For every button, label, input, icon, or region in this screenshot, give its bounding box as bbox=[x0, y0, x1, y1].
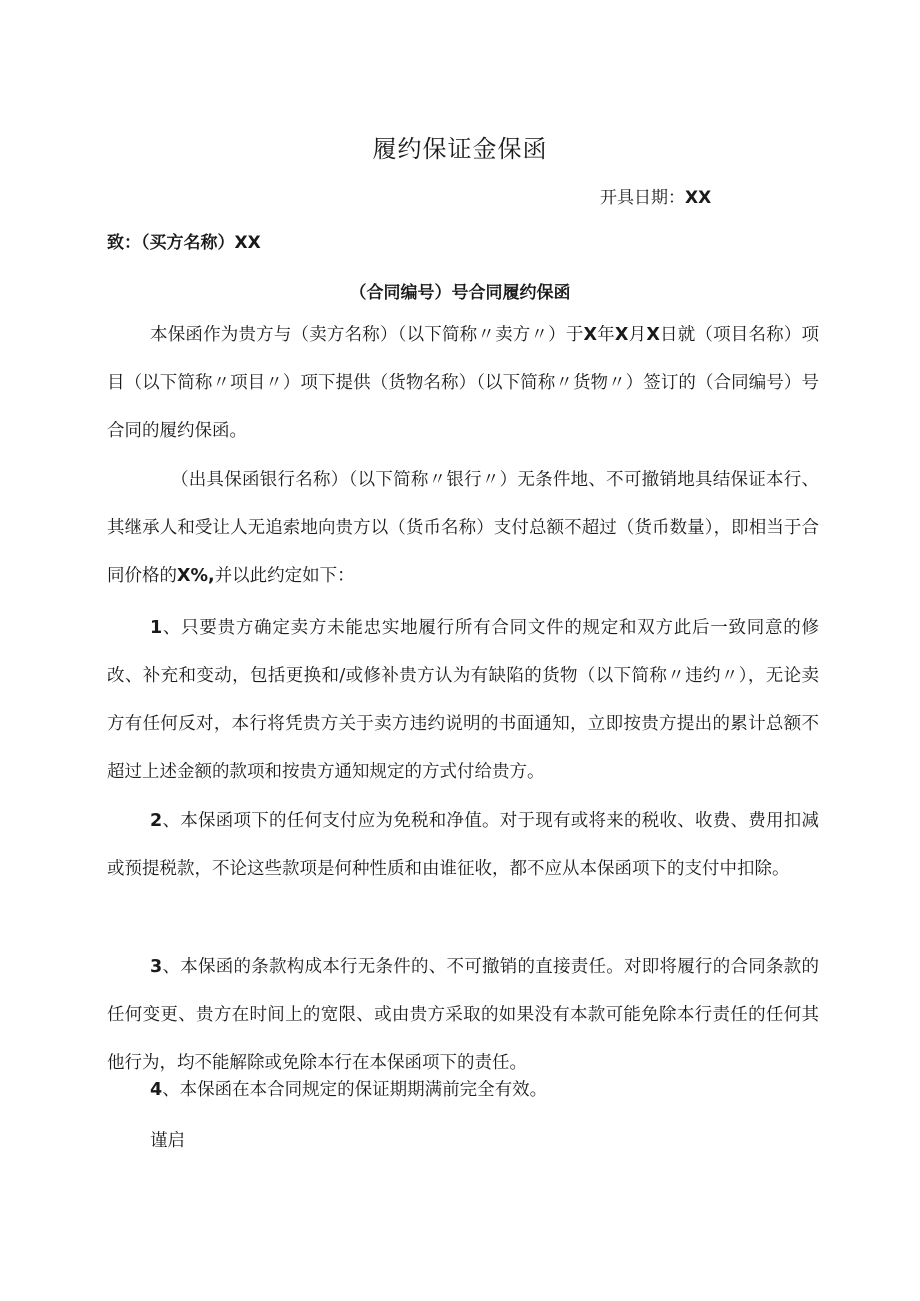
clause-text: 、本保函在本合同规定的保证期期满前完全有效。 bbox=[162, 1080, 548, 1100]
bank-text-1: （出具保函银行名称）（以下简称〃银行〃）无条件地、不可撤销地具结保证本行、其继承人和受让人无追索地向贵方以（货币名称）支付总额不超过（货币数量），即相当于合同价格的 bbox=[107, 470, 819, 586]
clause-2 bbox=[107, 797, 819, 893]
clause-number: 2 bbox=[150, 811, 163, 831]
clause-text: 、本保函的条款构成本行无条件的、不可撤销的直接责任。对即将履行的合同条款的任何变更、贵方在时间上的宽限、或由贵方采取的如果没有本款可能免除本行责任的任何其他行为，均不能解除或免除本行在本保函项下的责任。 bbox=[107, 957, 819, 1073]
intro-text-2: 年 bbox=[597, 325, 615, 345]
issue-date bbox=[600, 185, 770, 211]
intro-month-placeholder: X bbox=[614, 325, 629, 345]
clause-4 bbox=[107, 1068, 819, 1112]
issue-date-label: 开具日期： bbox=[600, 188, 685, 208]
clause-number: 4 bbox=[150, 1080, 163, 1100]
intro-text-1: 本保函作为贵方与（卖方名称）（以下简称〃卖方〃）于 bbox=[150, 325, 584, 345]
intro-text-3: 月 bbox=[628, 325, 647, 345]
clause-number: 1 bbox=[150, 618, 163, 638]
issue-date-value: XX bbox=[685, 188, 712, 208]
bank-percentage: X%, bbox=[177, 566, 215, 586]
intro-year-placeholder: X bbox=[583, 325, 598, 345]
intro-text-4: 日就（项目名称）项目（以下简称〃项目〃）项下提供（货物名称）（以下简称〃货物〃）签订的（合同编号）号合同的履约保函。 bbox=[107, 325, 820, 441]
clause-text: 、只要贵方确定卖方未能忠实地履行所有合同文件的规定和双方此后一致同意的修改、补充和变动，包括更换和/或修补贵方认为有缺陷的货物（以下简称〃违约〃），无论卖方有任何反对，本行将凭贵方关于卖方违约说明的书面通知，立即按贵方提出的累计总额不超过上述金额的款项和按贵方通知规定的方式付给贵方。 bbox=[107, 618, 819, 782]
clause-3 bbox=[107, 943, 819, 1087]
intro-paragraph bbox=[107, 311, 819, 455]
bank-text-2: 并以此约定如下： bbox=[214, 566, 355, 586]
clause-1 bbox=[107, 604, 819, 796]
intro-day-placeholder: X bbox=[646, 325, 660, 345]
document-title: 履约保证金保函 bbox=[372, 135, 548, 163]
bank-paragraph bbox=[107, 456, 819, 600]
clause-number: 3 bbox=[150, 957, 163, 977]
closing-salutation: 谨启 bbox=[150, 1131, 185, 1151]
addressee: 致：（买方名称）XX bbox=[107, 233, 261, 253]
clause-text: 、本保函项下的任何支付应为免税和净值。对于现有或将来的税收、收费、费用扣减或预提税款，不论这些款项是何种性质和由谁征收，都不应从本保函项下的支付中扣除。 bbox=[107, 811, 819, 879]
guarantee-subtitle: （合同编号）号合同履约保函 bbox=[349, 283, 571, 303]
